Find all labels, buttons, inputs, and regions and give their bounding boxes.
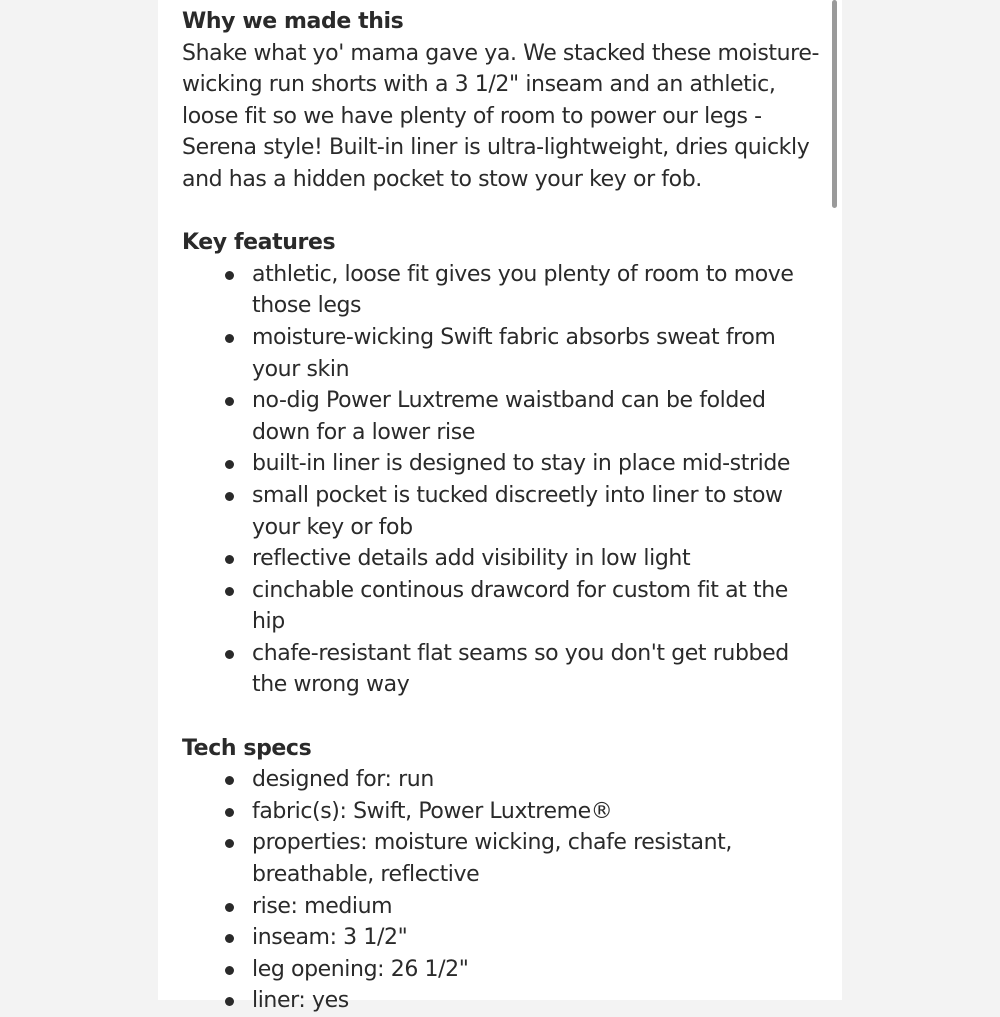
feature-text: moisture-wicking Swift fabric absorbs sweat from your skin: [252, 324, 776, 382]
list-item: [252, 891, 822, 923]
bullet-icon: [225, 397, 234, 406]
feature-text: no-dig Power Luxtreme waistband can be folded down for a lower rise: [252, 388, 766, 445]
spec-text: properties: moisture wicking, chafe resistant, breathable, reflective: [252, 830, 732, 888]
feature-text: built-in liner is designed to stay in place mid-stride: [252, 451, 791, 477]
bullet-icon: [225, 776, 234, 785]
features-list: [182, 259, 822, 701]
specs-heading: Tech specs: [182, 735, 312, 761]
product-description-card: [158, 0, 842, 1014]
list-item: [252, 322, 822, 385]
list-item: [252, 385, 822, 448]
list-item: [252, 827, 822, 890]
list-item: [252, 543, 822, 575]
bullet-icon: [225, 839, 234, 848]
list-item: [252, 764, 822, 796]
list-item: [252, 985, 822, 1017]
section-gap: [182, 701, 822, 733]
bullet-icon: [225, 966, 234, 975]
bullet-icon: [225, 650, 234, 659]
scrollbar-thumb[interactable]: [832, 0, 837, 208]
section-gap: [182, 196, 822, 228]
spec-text: fabric(s): Swift, Power Luxtreme®: [252, 798, 613, 824]
list-item: [252, 575, 822, 638]
specs-list: [182, 764, 822, 1017]
spec-text: inseam: 3 1/2": [252, 925, 408, 951]
feature-text: reflective details add visibility in low light: [252, 546, 691, 572]
list-item: [252, 922, 822, 954]
feature-text: small pocket is tucked discreetly into liner to stow your key or fob: [252, 482, 783, 540]
spec-text: liner: yes: [252, 988, 349, 1014]
list-item: [252, 638, 822, 701]
spec-text: designed for: run: [252, 767, 434, 793]
bullet-icon: [225, 492, 234, 501]
bullet-icon: [225, 808, 234, 817]
description-content: [182, 6, 822, 1017]
bullet-icon: [225, 334, 234, 343]
bullet-icon: [225, 460, 234, 469]
spec-text: leg opening: 26 1/2": [252, 956, 469, 982]
why-heading: Why we made this: [182, 9, 404, 34]
bullet-icon: [225, 271, 234, 280]
feature-text: athletic, loose fit gives you plenty of room to move those legs: [252, 261, 794, 319]
list-item: [252, 796, 822, 828]
list-item: [252, 448, 822, 480]
list-item: [252, 259, 822, 322]
list-item: [252, 480, 822, 543]
feature-text: chafe-resistant flat seams so you don't get rubbed the wrong way: [252, 640, 789, 698]
why-body: Shake what yo' mama gave ya. We stacked these moisture-wicking run shorts with a 3 1/2" inseam and an athletic, loose fit so we have plenty of room to power our legs - Serena style! Built-in liner is ultra-lightweight, dries quickly and has a hidden pocket to stow your key or fob.: [182, 40, 820, 192]
bullet-icon: [225, 555, 234, 564]
bullet-icon: [225, 997, 234, 1006]
bullet-icon: [225, 587, 234, 596]
list-item: [252, 954, 822, 986]
feature-text: cinchable continous drawcord for custom fit at the hip: [252, 577, 788, 635]
bullet-icon: [225, 903, 234, 912]
bullet-icon: [225, 934, 234, 943]
features-heading: Key features: [182, 230, 336, 256]
spec-text: rise: medium: [252, 893, 393, 919]
